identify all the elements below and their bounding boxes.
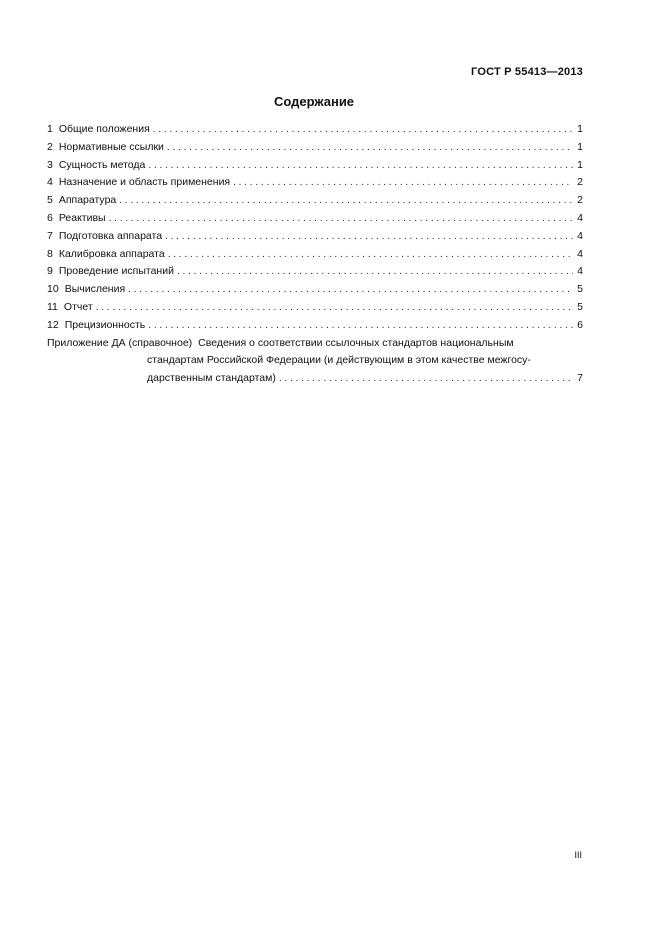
toc-entry-number: 7 — [47, 229, 53, 242]
dot-leader — [109, 210, 573, 228]
page-number: III — [574, 850, 582, 860]
toc-entry-1[interactable] — [47, 121, 583, 139]
toc-entry-label: Аппаратура — [58, 194, 117, 207]
standard-code: ГОСТ Р 55413—2013 — [471, 66, 583, 78]
toc-entry-page: 5 — [577, 283, 583, 296]
toc-entry-label: Назначение и область применения — [58, 176, 231, 189]
dot-leader — [128, 281, 573, 299]
dot-leader — [165, 228, 573, 246]
toc-entry-number: 12 — [47, 318, 59, 331]
dot-leader — [177, 263, 573, 281]
toc-entry-page: 7 — [577, 372, 583, 385]
toc-entry-12[interactable] — [47, 317, 583, 335]
toc-entry-3[interactable] — [47, 157, 583, 175]
table-of-contents — [47, 121, 583, 388]
toc-entry-page: 4 — [577, 247, 583, 260]
toc-entry-page: 6 — [577, 318, 583, 331]
toc-entry-label: Реактивы — [58, 211, 106, 224]
toc-entry-number: 2 — [47, 140, 53, 153]
toc-title: Содержание — [273, 94, 355, 109]
toc-entry-number: 5 — [47, 194, 53, 207]
appendix-label: Приложение ДА (справочное) — [47, 336, 193, 349]
toc-entry-10[interactable] — [47, 281, 583, 299]
toc-entry-number: 10 — [47, 283, 59, 296]
toc-entry-5[interactable] — [47, 192, 583, 210]
toc-entry-label: Общие положения — [58, 123, 150, 135]
dot-leader — [153, 121, 573, 139]
toc-entry-number: 11 — [47, 300, 58, 313]
toc-entry-number: 1 — [47, 123, 53, 135]
appendix-title-line-3: дарственным стандартам) — [147, 372, 276, 385]
dot-leader — [96, 299, 573, 317]
toc-entry-page: 2 — [577, 194, 583, 207]
toc-entry-7[interactable] — [47, 228, 583, 246]
toc-entry-page: 2 — [577, 176, 583, 189]
appendix-title-line-1: Сведения о соответствии ссылочных стандартов национальным — [198, 336, 514, 349]
toc-entry-2[interactable] — [47, 139, 583, 157]
toc-entry-page: 1 — [577, 140, 583, 153]
toc-entry-page: 4 — [577, 265, 583, 278]
toc-entry-number: 3 — [47, 158, 53, 171]
dot-leader — [148, 157, 573, 175]
toc-entry-label: Проведение испытаний — [58, 265, 174, 278]
toc-entry-number: 4 — [47, 176, 53, 189]
toc-entry-4[interactable] — [47, 174, 583, 192]
toc-entry-page: 5 — [577, 300, 583, 313]
dot-leader — [167, 139, 573, 157]
toc-entry-number: 6 — [47, 211, 53, 224]
toc-entry-label: Отчет — [63, 300, 93, 313]
toc-entry-label: Подготовка аппарата — [58, 229, 163, 242]
toc-entry-number: 9 — [47, 265, 53, 278]
toc-entry-number: 8 — [47, 247, 53, 260]
toc-entry-label: Сущность метода — [58, 158, 146, 171]
toc-entry-page: 1 — [577, 123, 583, 135]
toc-entry-8[interactable] — [47, 246, 583, 264]
toc-entry-appendix[interactable] — [47, 335, 583, 388]
toc-entry-page: 1 — [577, 158, 583, 171]
dot-leader — [119, 192, 573, 210]
toc-entry-label: Нормативные ссылки — [58, 140, 164, 153]
toc-entry-11[interactable] — [47, 299, 583, 317]
toc-entry-page: 4 — [577, 229, 583, 242]
toc-entry-page: 4 — [577, 211, 583, 224]
toc-entry-6[interactable] — [47, 210, 583, 228]
toc-entry-9[interactable] — [47, 263, 583, 281]
toc-entry-label: Прецизионность — [64, 318, 146, 331]
dot-leader — [168, 246, 573, 264]
toc-entry-label: Калибровка аппарата — [58, 247, 165, 260]
toc-entry-label: Вычисления — [64, 283, 126, 296]
dot-leader — [279, 370, 573, 388]
dot-leader — [148, 317, 573, 335]
dot-leader — [233, 174, 573, 192]
appendix-title-line-2: стандартам Российской Федерации (и действующим в этом качестве межгосу- — [147, 354, 531, 367]
